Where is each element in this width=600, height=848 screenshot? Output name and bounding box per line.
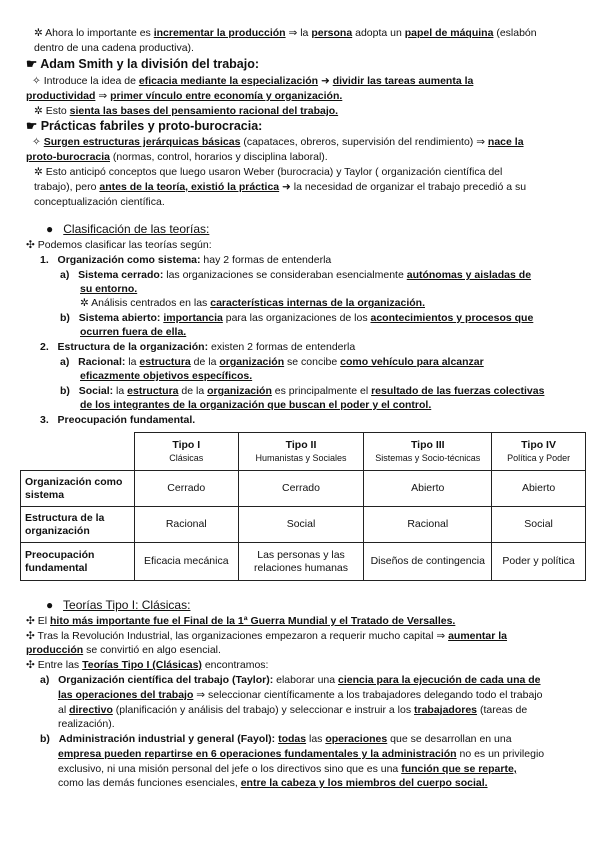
- text-line: al directivo (planificación y análisis del trabajo) y seleccionar e instruir a los trabajadores (tareas de: [58, 704, 528, 716]
- table-header-cell: Tipo III Sistemas y Socio-técnicas: [364, 433, 492, 471]
- text-line: dentro de una cadena productiva).: [34, 42, 194, 54]
- text-line: ✧ Introduce la idea de eficacia mediante la especialización ➜ dividir las tareas aumenta la: [32, 75, 474, 87]
- hand-icon: ☛: [26, 57, 38, 71]
- text-line: ✣ El hito más importante fue el Final de la 1ª Guerra Mundial y el Tratado de Versalles.: [26, 615, 456, 627]
- text-line: ✧ Surgen estructuras jerárquicas básicas (capataces, obreros, supervisión del rendimiento) ⇒ nace la: [32, 136, 524, 148]
- text-line: ✣ Entre las Teorías Tipo I (Clásicas) encontramos:: [26, 659, 269, 671]
- table-row-header: Preocupación fundamental: [21, 543, 135, 581]
- text-line: producción se convirtió en algo esencial.: [26, 644, 221, 656]
- text-line: exclusivo, ni una misión personal del jefe o los directivos sino que es una función que se reparte,: [58, 763, 517, 775]
- table-cell: Abierto: [492, 471, 586, 507]
- list-item: b) Administración industrial y general (Fayol): todas las operaciones que se desarrollan en una: [40, 733, 512, 745]
- table-row-header: Organización como sistema: [21, 471, 135, 507]
- list-item: 2. Estructura de la organización: existen 2 formas de entenderla: [40, 341, 356, 353]
- list-item: b) Social: la estructura de la organización es principalmente el resultado de las fuerzas colectivas: [60, 385, 545, 397]
- section-heading: ● Clasificación de las teorías:: [46, 222, 210, 236]
- list-item: 1. Organización como sistema: hay 2 formas de entenderla: [40, 254, 332, 266]
- fleur-icon: ✣: [26, 659, 35, 671]
- text-line: ✣ Podemos clasificar las teorías según:: [26, 239, 212, 251]
- text-line: las operaciones del trabajo ⇒ seleccionar científicamente a los trabajadores delegando todo el trabajo: [58, 689, 543, 701]
- bullet-icon: ●: [46, 598, 54, 612]
- table-cell: Racional: [364, 507, 492, 543]
- fleur-icon: ✣: [26, 615, 35, 627]
- text-line: conceptualización científica.: [34, 196, 165, 208]
- text-line: de los integrantes de la organización que buscan el poder y el control.: [80, 399, 432, 411]
- table-row: [21, 471, 586, 507]
- diamond-icon: ✧: [32, 136, 41, 148]
- classification-table: [20, 432, 586, 581]
- bullet-icon: ●: [46, 222, 54, 236]
- table-cell: Social: [492, 507, 586, 543]
- hand-icon: ☛: [26, 119, 38, 133]
- text-line: su entorno.: [80, 283, 138, 295]
- table-cell: Diseños de contingencia: [364, 543, 492, 581]
- table-row-header: Estructura de la organización: [21, 507, 135, 543]
- table-row: [21, 507, 586, 543]
- text-line: ✲ Esto sienta las bases del pensamiento racional del trabajo.: [34, 105, 339, 117]
- table-cell: Cerrado: [134, 471, 238, 507]
- text-line: realización).: [58, 718, 115, 730]
- table-cell: Racional: [134, 507, 238, 543]
- table-header-cell: Tipo II Humanistas y Sociales: [238, 433, 364, 471]
- table-cell: Social: [238, 507, 364, 543]
- text-line: ✲ Esto anticipó conceptos que luego usaron Weber (burocracia) y Taylor ( organización científica del: [34, 166, 503, 178]
- list-item: b) Sistema abierto: importancia para las organizaciones de los acontecimientos y procesos que: [60, 312, 534, 324]
- table-cell: Poder y política: [492, 543, 586, 581]
- table-cell: Cerrado: [238, 471, 364, 507]
- table-header-row: [21, 433, 586, 471]
- table-cell: Eficacia mecánica: [134, 543, 238, 581]
- text-line: como las demás funciones esenciales, entre la cabeza y los miembros del cuerpo social.: [58, 777, 488, 789]
- table-corner: [21, 433, 135, 471]
- list-item: a) Organización científica del trabajo (Taylor): elaborar una ciencia para la ejecución de cada una de: [40, 674, 541, 686]
- list-item: a) Racional: la estructura de la organización se concibe como vehículo para alcanzar: [60, 356, 484, 368]
- fleur-icon: ✣: [26, 630, 35, 642]
- text-line: ✣ Tras la Revolución Industrial, las organizaciones empezaron a requerir mucho capital ⇒ aumentar la: [26, 630, 508, 642]
- text-line: productividad ⇒ primer vínculo entre economía y organización.: [26, 90, 343, 102]
- diamond-icon: ✧: [32, 75, 41, 87]
- text-line: ocurren fuera de ella.: [80, 326, 187, 338]
- list-item: a) Sistema cerrado: las organizaciones se consideraban esencialmente autónomas y aisladas de: [60, 269, 532, 281]
- list-item: 3. Preocupación fundamental.: [40, 414, 196, 426]
- text-line: ✲ Análisis centrados en las características internas de la organización.: [80, 297, 425, 309]
- text-line: proto-burocracia (normas, control, horarios y disciplina laboral).: [26, 151, 328, 163]
- table-row: [21, 543, 586, 581]
- section-heading: ● Teorías Tipo I: Clásicas:: [46, 598, 191, 612]
- section-heading: ☛ Prácticas fabriles y proto-burocracia:: [26, 119, 263, 133]
- text-line: eficazmente objetivos específicos.: [80, 370, 253, 382]
- text-line: empresa pueden repartirse en 6 operaciones fundamentales y la administración no es un privilegio: [58, 748, 545, 760]
- table-header-cell: Tipo I Clásicas: [134, 433, 238, 471]
- text-line: ✲ Ahora lo importante es incrementar la producción ⇒ la persona adopta un papel de máquina (eslabón: [34, 27, 537, 39]
- table-cell: Las personas y las relaciones humanas: [238, 543, 364, 581]
- section-heading: ☛ Adam Smith y la división del trabajo:: [26, 57, 260, 71]
- text-line: trabajo), pero antes de la teoría, existió la práctica ➜ la necesidad de organizar el trabajo precedió a su: [34, 181, 527, 193]
- table-cell: Abierto: [364, 471, 492, 507]
- table-header-cell: Tipo IV Política y Poder: [492, 433, 586, 471]
- fleur-icon: ✣: [26, 239, 35, 251]
